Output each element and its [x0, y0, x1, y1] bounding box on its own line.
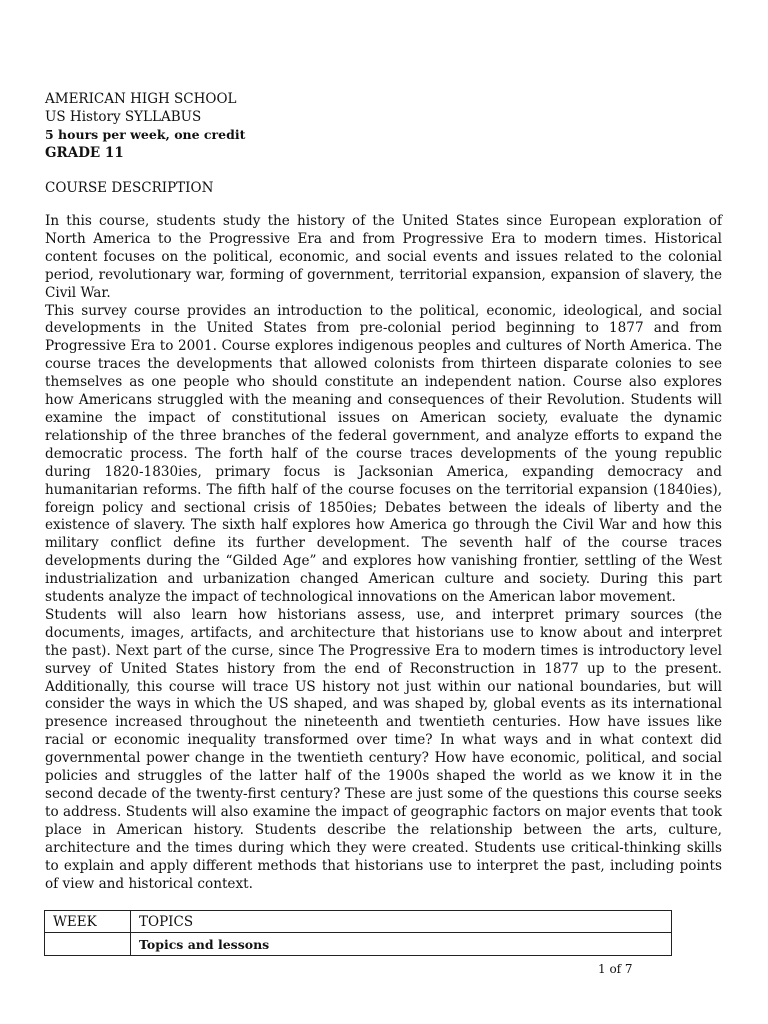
- page-number: 1 of 7: [598, 962, 633, 976]
- grade-level: GRADE 11: [45, 145, 124, 161]
- description-paragraph: This survey course provides an introduction to the political, economic, ideological, and social developments in the United States from pre-colonial period beginning to 1877 and from Progressive Era to 2001. Course explores indigenous peoples and cultures of North America. The course traces the developments that allowed colonists from thirteen disparate colonies to see themselves as one people who should constitute an independent nation. Course also explores how Americans struggled with the meaning and consequences of their Revolution. Students will examine the impact of constitutional issues on American society, evaluate the dynamic relationship of the three branches of the federal government, and analyze efforts to expand the democratic process. The forth half of the course traces developments of the young republic during 1820-1830ies, primary focus is Jacksonian America, expanding democracy and humanitarian reforms. The fifth half of the course focuses on the territorial expansion (1840ies), foreign policy and sectional crisis of 1850ies; Debates between the ideals of liberty and the existence of slavery. The sixth half explores how America go through the Civil War and how this military conflict define its further development. The seventh half of the course traces developments during the “Gilded Age” and explores how vanishing frontier, settling of the West industrialization and urbanization changed American culture and society. During this part students analyze the impact of technological innovations on the American labor movement.: [45, 302, 722, 606]
- table-cell-week: [45, 933, 131, 956]
- school-name: AMERICAN HIGH SCHOOL: [45, 91, 237, 107]
- table-header-row: [45, 911, 672, 933]
- course-description: [45, 213, 722, 893]
- table-row: [45, 933, 672, 956]
- table-header-topics: TOPICS: [131, 911, 672, 933]
- section-title: COURSE DESCRIPTION: [45, 180, 214, 196]
- course-title: US History SYLLABUS: [45, 109, 202, 125]
- table-cell-topics: Topics and lessons: [131, 933, 672, 956]
- course-hours: 5 hours per week, one credit: [45, 127, 246, 142]
- description-paragraph: In this course, students study the history of the United States since European exploration of North America to the Progressive Era and from Progressive Era to modern times. Historical content focuses on the political, economic, and social events and issues related to the colonial period, revolutionary war, forming of government, territorial expansion, expansion of slavery, the Civil War.: [45, 213, 722, 301]
- table-header-week: WEEK: [45, 911, 131, 933]
- document-header: [45, 90, 725, 162]
- syllabus-table: [44, 910, 672, 956]
- description-paragraph: Students will also learn how historians assess, use, and interpret primary sources (the documents, images, artifacts, and architecture that historians use to know about and interpret the past). Next part of the curse, since The Progressive Era to modern times is introductory level survey of United States history from the end of Reconstruction in 1877 up to the present. Additionally, this course will trace US history not just within our national boundaries, but will consider the ways in which the US shaped, and was shaped by, global events as its international presence increased throughout the nineteenth and twentieth centuries. How have issues like racial or economic inequality transformed over time? In what ways and in what context did governmental power change in the twentieth century? How have economic, political, and social policies and struggles of the latter half of the 1900s shaped the world as we know it in the second decade of the twenty-first century? These are just some of the questions this course seeks to address. Students will also examine the impact of geographic factors on major events that took place in American history. Students describe the relationship between the arts, culture, architecture and the times during which they were created. Students use critical-thinking skills to explain and apply different methods that historians use to interpret the past, including points of view and historical context.: [45, 606, 722, 892]
